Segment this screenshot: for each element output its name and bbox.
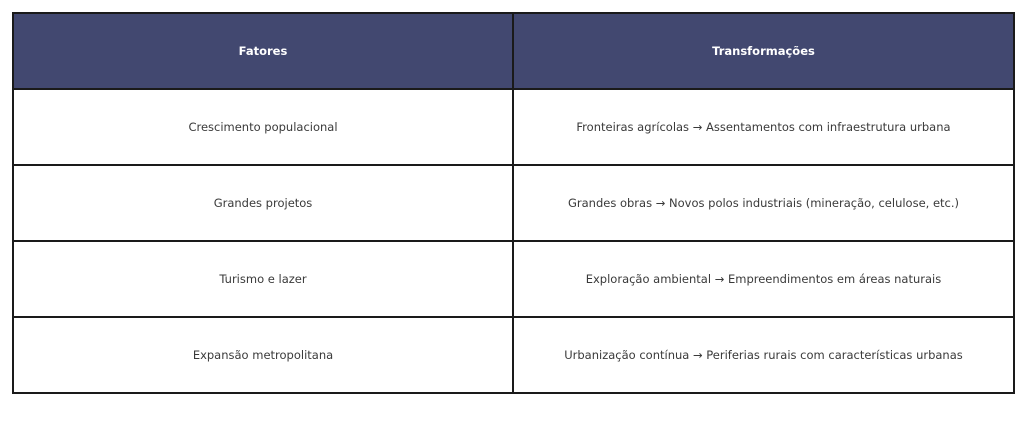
cell-factor: Expansão metropolitana xyxy=(13,317,513,393)
cell-factor: Turismo e lazer xyxy=(13,241,513,317)
cell-factor: Grandes projetos xyxy=(13,165,513,241)
table-row xyxy=(13,165,1014,241)
table-header-row xyxy=(13,13,1014,89)
table-row xyxy=(13,317,1014,393)
cell-transformation: Urbanização contínua → Periferias rurais com características urbanas xyxy=(513,317,1014,393)
table-row xyxy=(13,89,1014,165)
column-header-factors: Fatores xyxy=(13,13,513,89)
cell-transformation: Fronteiras agrícolas → Assentamentos com infraestrutura urbana xyxy=(513,89,1014,165)
factors-transformations-table xyxy=(12,12,1015,394)
cell-factor: Crescimento populacional xyxy=(13,89,513,165)
column-header-transformations: Transformações xyxy=(513,13,1014,89)
table-row xyxy=(13,241,1014,317)
cell-transformation: Exploração ambiental → Empreendimentos em áreas naturais xyxy=(513,241,1014,317)
cell-transformation: Grandes obras → Novos polos industriais (mineração, celulose, etc.) xyxy=(513,165,1014,241)
